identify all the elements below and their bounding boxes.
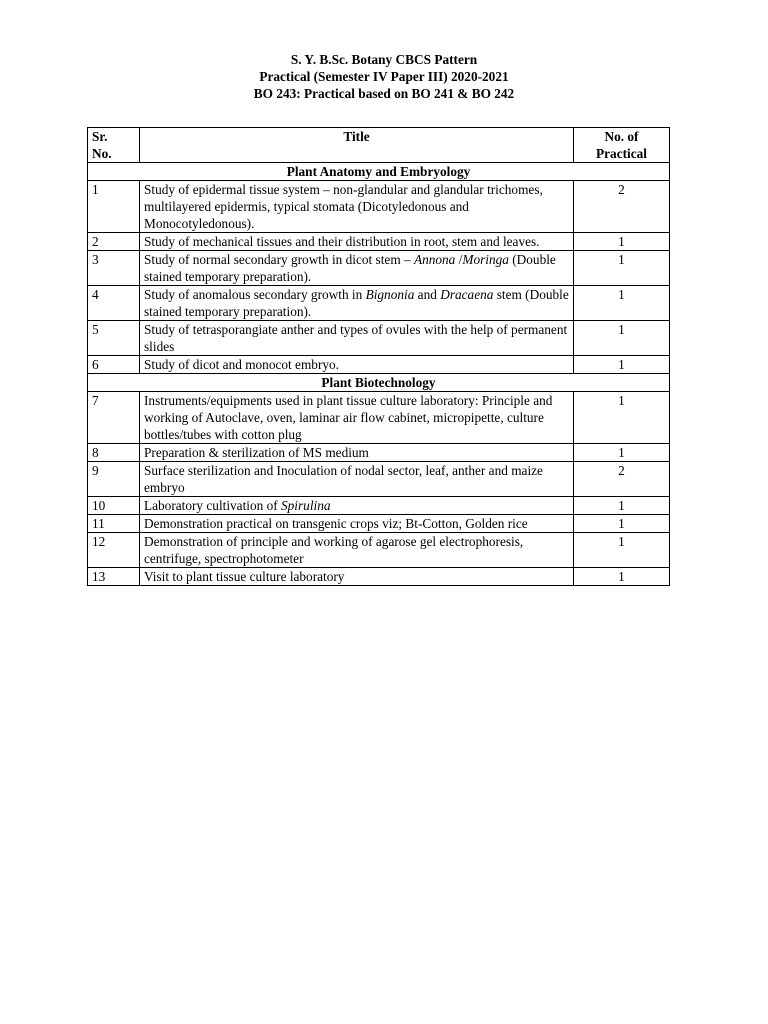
table-header-row	[88, 128, 670, 163]
row-title: Study of mechanical tissues and their distribution in root, stem and leaves.	[140, 233, 574, 251]
row-count: 1	[574, 497, 670, 515]
document-heading	[0, 51, 768, 102]
table-row	[88, 356, 670, 374]
table-row	[88, 251, 670, 286]
course-title: S. Y. B.Sc. Botany CBCS Pattern	[290, 52, 478, 67]
practical-table	[87, 127, 670, 586]
row-number: 9	[88, 462, 140, 497]
table-row	[88, 444, 670, 462]
row-title: Study of anomalous secondary growth in Bignonia and Dracaena stem (Double stained temporary preparation).	[140, 286, 574, 321]
section-row	[88, 374, 670, 392]
row-number: 10	[88, 497, 140, 515]
row-number: 13	[88, 568, 140, 586]
row-title: Demonstration of principle and working of agarose gel electrophoresis, centrifuge, spectrophotometer	[140, 533, 574, 568]
sr-no-header: Sr. No.	[88, 128, 140, 163]
row-count: 1	[574, 251, 670, 286]
row-number: 11	[88, 515, 140, 533]
row-count: 1	[574, 515, 670, 533]
table-row	[88, 515, 670, 533]
row-title: Study of epidermal tissue system – non-glandular and glandular trichomes, multilayered epidermis, typical stomata (Dicotyledonous and Monocotyledonous).	[140, 181, 574, 233]
table-row	[88, 181, 670, 233]
row-number: 6	[88, 356, 140, 374]
table-row	[88, 497, 670, 515]
row-number: 5	[88, 321, 140, 356]
row-title: Laboratory cultivation of Spirulina	[140, 497, 574, 515]
row-number: 8	[88, 444, 140, 462]
paper-title: BO 243: Practical based on BO 241 & BO 242	[253, 86, 515, 101]
section-heading-biotechnology: Plant Biotechnology	[88, 374, 670, 392]
row-count: 1	[574, 321, 670, 356]
table-row	[88, 321, 670, 356]
row-count: 1	[574, 568, 670, 586]
row-title: Instruments/equipments used in plant tissue culture laboratory: Principle and working of Autoclave, oven, laminar air flow cabinet, micropipette, culture bottles/tubes with cotton plug	[140, 392, 574, 444]
row-number: 3	[88, 251, 140, 286]
table-row	[88, 462, 670, 497]
row-title: Study of tetrasporangiate anther and types of ovules with the help of permanent slides	[140, 321, 574, 356]
row-number: 7	[88, 392, 140, 444]
row-title: Study of normal secondary growth in dicot stem – Annona /Moringa (Double stained temporary preparation).	[140, 251, 574, 286]
row-number: 2	[88, 233, 140, 251]
row-count: 1	[574, 286, 670, 321]
row-title: Study of dicot and monocot embryo.	[140, 356, 574, 374]
row-count: 1	[574, 392, 670, 444]
table-row	[88, 568, 670, 586]
row-title: Surface sterilization and Inoculation of nodal sector, leaf, anther and maize embryo	[140, 462, 574, 497]
row-title: Demonstration practical on transgenic crops viz; Bt-Cotton, Golden rice	[140, 515, 574, 533]
section-heading-anatomy: Plant Anatomy and Embryology	[88, 163, 670, 181]
row-number: 1	[88, 181, 140, 233]
semester-title: Practical (Semester IV Paper III) 2020-2021	[259, 69, 509, 84]
row-count: 1	[574, 356, 670, 374]
title-header: Title	[140, 128, 574, 163]
table-row	[88, 233, 670, 251]
row-count: 2	[574, 181, 670, 233]
row-title: Preparation & sterilization of MS medium	[140, 444, 574, 462]
count-header: No. of Practical	[574, 128, 670, 163]
row-count: 1	[574, 533, 670, 568]
row-title: Visit to plant tissue culture laboratory	[140, 568, 574, 586]
row-count: 1	[574, 444, 670, 462]
row-number: 4	[88, 286, 140, 321]
row-count: 2	[574, 462, 670, 497]
table-row	[88, 392, 670, 444]
row-count: 1	[574, 233, 670, 251]
table-row	[88, 286, 670, 321]
row-number: 12	[88, 533, 140, 568]
table-row	[88, 533, 670, 568]
section-row	[88, 163, 670, 181]
